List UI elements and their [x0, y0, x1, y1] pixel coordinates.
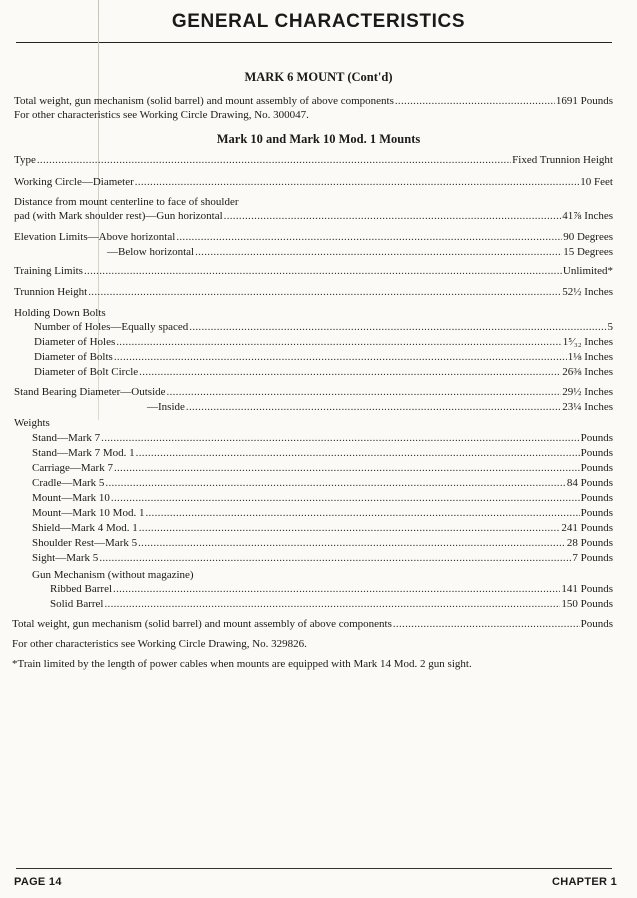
weight-mount-mk10-mod1-row [32, 506, 613, 521]
chapter-label: CHAPTER 1 [551, 876, 617, 888]
weight-stand-mk7-row [32, 431, 613, 446]
footer-rule [16, 868, 612, 869]
weight-stand-mk7-mod1-row [32, 446, 613, 461]
weights-heading: Weights [14, 417, 50, 429]
row-label: Shield—Mark 4 Mod. 1 [32, 522, 138, 534]
distance-line1: Distance from mount centerline to face of shoulder [14, 196, 239, 208]
weight-shoulder-rest-row [32, 536, 613, 551]
row-label: Carriage—Mark 7 [32, 462, 113, 474]
leader-dots [395, 94, 555, 109]
row-value: Pounds [580, 492, 613, 504]
weight-mount-mk10-row [32, 491, 613, 506]
row-label: Solid Barrel [50, 598, 104, 610]
leader-dots [135, 175, 580, 190]
leader-dots [195, 245, 562, 260]
row-value: Pounds [580, 618, 613, 630]
row-value: 26⅜ Inches [562, 366, 613, 378]
leader-dots [139, 521, 561, 536]
leader-dots [113, 582, 560, 597]
leader-dots [104, 597, 560, 612]
leader-dots [105, 476, 565, 491]
row-value: 10 Feet [580, 176, 613, 188]
row-label: Elevation Limits—Above horizontal [14, 231, 176, 243]
diameter-of-bolt-circle-row [34, 365, 613, 380]
leader-dots [37, 153, 511, 168]
mark10-other-chars: For other characteristics see Working Circle Drawing, No. 329826. [12, 638, 307, 650]
weight-shield-row [32, 521, 613, 536]
row-value: 1⁵⁄₃₂ Inches [562, 336, 613, 348]
leader-dots [145, 506, 579, 521]
row-label: Mount—Mark 10 [32, 492, 110, 504]
row-value: 5 [607, 321, 613, 333]
row-value: 150 Pounds [561, 598, 613, 610]
mark6-total-weight-row [14, 94, 613, 109]
leader-dots [84, 264, 562, 279]
row-label: Number of Holes—Equally spaced [34, 321, 189, 333]
row-value: 90 Degrees [563, 231, 613, 243]
mark6-title: MARK 6 MOUNT (Cont'd) [244, 70, 393, 84]
row-label: Stand—Mark 7 Mod. 1 [32, 447, 135, 459]
leader-dots [114, 461, 580, 476]
row-label: Stand Bearing Diameter—Outside [14, 386, 166, 398]
leader-dots [167, 385, 562, 400]
row-value: 41⅞ Inches [562, 210, 613, 222]
page-title: GENERAL CHARACTERISTICS [171, 11, 466, 32]
holding-down-bolts-heading: Holding Down Bolts [14, 307, 106, 319]
leader-dots [224, 209, 562, 224]
row-value: 241 Pounds [561, 522, 613, 534]
row-value: Unlimited* [562, 265, 613, 277]
leader-dots [99, 551, 571, 566]
footnote: *Train limited by the length of power cables when mounts are equipped with Mark 14 Mod. 2 gun sight. [12, 658, 472, 670]
row-value: 1⅛ Inches [567, 351, 613, 363]
leader-dots [139, 365, 561, 380]
row-label: Working Circle—Diameter [14, 176, 134, 188]
type-row [14, 153, 613, 168]
row-value: 23¼ Inches [562, 401, 613, 413]
leader-dots [138, 536, 566, 551]
leader-dots [393, 617, 580, 632]
row-label: Sight—Mark 5 [32, 552, 99, 564]
weight-sight-row [32, 551, 613, 566]
row-value: Pounds [580, 447, 613, 459]
leader-dots [111, 491, 580, 506]
leader-dots [116, 335, 561, 350]
elevation-above-row [14, 230, 613, 245]
diameter-of-bolts-row [34, 350, 613, 365]
elevation-below-row [107, 245, 613, 260]
row-label: Mount—Mark 10 Mod. 1 [32, 507, 145, 519]
row-value: Fixed Trunnion Height [512, 154, 613, 166]
weight-carriage-row [32, 461, 613, 476]
trunnion-height-row [14, 285, 613, 300]
row-value: 7 Pounds [572, 552, 613, 564]
row-label: Diameter of Holes [34, 336, 116, 348]
leader-dots [88, 285, 561, 300]
page-number: PAGE 14 [14, 876, 62, 888]
row-value: Pounds [580, 507, 613, 519]
weight-solid-barrel-row [50, 597, 613, 612]
row-value: 1691 Pounds [555, 95, 613, 107]
leader-dots [186, 400, 561, 415]
row-value: Pounds [580, 432, 613, 444]
weight-ribbed-barrel-row [50, 582, 613, 597]
mark10-title: Mark 10 and Mark 10 Mod. 1 Mounts [216, 132, 421, 146]
working-circle-row [14, 175, 613, 190]
row-label: Diameter of Bolts [34, 351, 113, 363]
row-label: Training Limits [14, 265, 83, 277]
row-label: Shoulder Rest—Mark 5 [32, 537, 138, 549]
weight-cradle-row [32, 476, 613, 491]
leader-dots [114, 350, 567, 365]
leader-dots [176, 230, 562, 245]
row-label: Trunnion Height [14, 286, 88, 298]
leader-dots [136, 446, 580, 461]
row-label: Ribbed Barrel [50, 583, 113, 595]
row-label: Total weight, gun mechanism (solid barrel) and mount assembly of above components [14, 95, 394, 107]
diameter-of-holes-row [34, 335, 613, 350]
stand-bearing-outside-row [14, 385, 613, 400]
stand-bearing-inside-row [147, 400, 613, 415]
row-value: Pounds [580, 462, 613, 474]
distance-row [14, 209, 613, 224]
row-value: 52½ Inches [562, 286, 613, 298]
row-label: Stand—Mark 7 [32, 432, 101, 444]
gun-mechanism-heading: Gun Mechanism (without magazine) [32, 569, 194, 581]
row-value: 28 Pounds [566, 537, 613, 549]
row-label: pad (with Mark shoulder rest)—Gun horizontal [14, 210, 223, 222]
leader-dots [101, 431, 579, 446]
row-value: 15 Degrees [563, 246, 613, 258]
row-label: Diameter of Bolt Circle [34, 366, 139, 378]
row-label: Cradle—Mark 5 [32, 477, 105, 489]
header-rule [16, 42, 612, 43]
row-value: 29½ Inches [562, 386, 613, 398]
row-label: Total weight, gun mechanism (solid barrel) and mount assembly of above components [12, 618, 392, 630]
mark6-other-chars: For other characteristics see Working Circle Drawing, No. 300047. [14, 109, 309, 121]
row-label: Type [14, 154, 36, 166]
mark10-total-weight-row [12, 617, 613, 632]
leader-dots [189, 320, 606, 335]
number-of-holes-row [34, 320, 613, 335]
row-label: —Inside [147, 401, 185, 413]
row-value: 84 Pounds [566, 477, 613, 489]
row-value: 141 Pounds [561, 583, 613, 595]
training-limits-row [14, 264, 613, 279]
row-label: —Below horizontal [107, 246, 195, 258]
